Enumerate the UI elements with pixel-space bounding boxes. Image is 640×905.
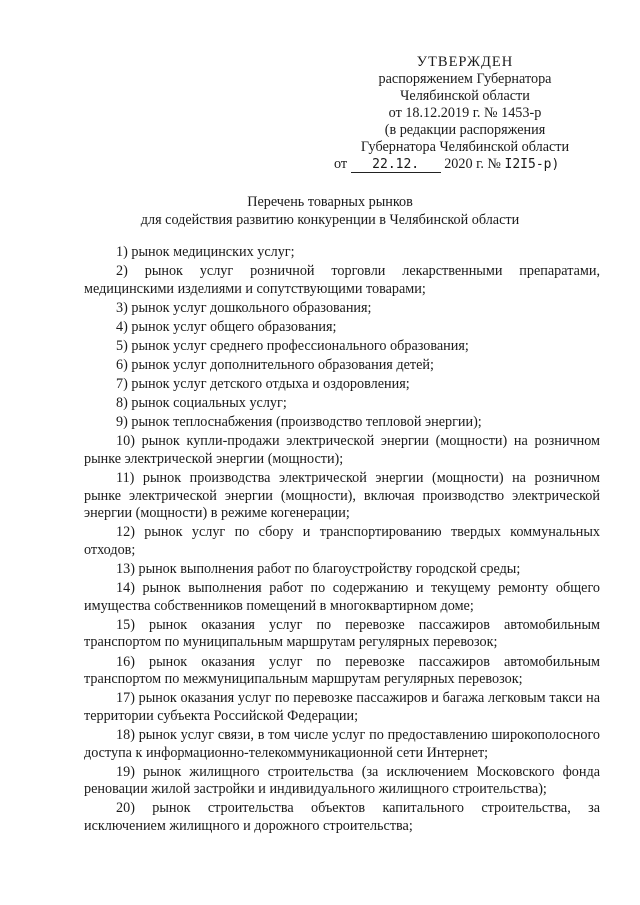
list-item-number: 1) [116, 244, 128, 260]
markets-list [84, 244, 600, 837]
list-item-text: рынок оказания услуг по перевозке пассажиров и багажа легковым такси на территории субъекта Российской Федерации; [84, 690, 601, 724]
approval-stamp-block [330, 54, 600, 173]
list-item-text: рынок теплоснабжения (производство тепловой энергии); [131, 414, 482, 431]
list-item [84, 319, 600, 337]
list-item [84, 654, 600, 689]
list-item-number: 19) [116, 763, 135, 780]
list-item-text: рынок производства электрической энергии (мощности) на розничном рынке электрической энергии (мощности), включая производство электрической энергии (мощности) в режиме когенерации; [84, 470, 600, 522]
list-item [84, 300, 600, 318]
edit-date-handwritten: 22.12. [351, 158, 441, 173]
approval-line-4: (в редакции распоряжения [384, 122, 546, 138]
list-item-text: рынок услуг общего образования; [131, 318, 337, 335]
list-item [84, 727, 600, 762]
list-item-number: 20) [116, 800, 135, 817]
list-item [84, 470, 600, 523]
list-item-number: 6) [116, 357, 128, 374]
list-item [84, 357, 600, 375]
list-item-text: рынок оказания услуг по перевозке пассажиров автомобильным транспортом по муниципальным маршрутам регулярных перевозок; [84, 616, 601, 651]
list-item-text: рынок социальных услуг; [131, 395, 287, 412]
heading-line-1: Перечень товарных рынков [247, 194, 413, 210]
list-item-number: 8) [116, 395, 128, 412]
list-item-text: рынок выполнения работ по содержанию и текущему ремонту общего имущества собственников помещений в многоквартирном доме; [84, 580, 600, 614]
list-item-text: рынок услуг связи, в том числе услуг по предоставлению широкополосного доступа к информационно-телекоммуникационной сети Интернет; [84, 726, 600, 761]
list-item-text: рынок купли-продажи электрической энергии (мощности) на розничном рынке электрической энергии (мощности); [84, 433, 601, 468]
list-item-text: рынок строительства объектов капитального строительства, за исключением жилищного и дорожного строительства; [84, 800, 600, 834]
list-item-text: рынок медицинских услуг; [131, 244, 295, 260]
list-item [84, 433, 600, 468]
list-item-text: рынок услуг дошкольного образования; [131, 299, 372, 316]
approval-title: УТВЕРЖДЕН [416, 54, 514, 70]
approval-line-2: Челябинской области [400, 88, 530, 104]
list-item-number: 12) [116, 524, 135, 541]
list-item-number: 15) [116, 616, 135, 633]
approval-line-3: от 18.12.2019 г. № 1453-р [388, 105, 542, 121]
list-item [84, 244, 600, 262]
list-item-number: 3) [116, 299, 128, 316]
edit-year: 2020 г. № [444, 156, 501, 172]
list-item [84, 580, 600, 615]
list-item-number: 11) [116, 470, 135, 487]
list-item [84, 690, 600, 725]
list-item [84, 524, 600, 559]
heading-line-2: для содействия развитию конкуренции в Челябинской области [140, 212, 520, 228]
edit-prefix: от [334, 156, 348, 172]
list-item-number: 14) [116, 580, 135, 597]
list-item-number: 5) [116, 337, 128, 354]
list-item [84, 376, 600, 394]
list-item [84, 414, 600, 432]
list-item-text: рынок услуг дополнительного образования детей; [131, 357, 434, 374]
list-item-number: 16) [116, 653, 135, 670]
list-item-text: рынок услуг среднего профессионального образования; [131, 337, 469, 354]
list-item [84, 561, 600, 579]
list-item-number: 17) [116, 690, 135, 707]
list-item-number: 18) [116, 726, 135, 743]
list-item-text: рынок услуг розничной торговли лекарственными препаратами, медицинскими изделиями и сопутствующими товарами; [84, 263, 600, 297]
list-item-text: рынок выполнения работ по благоустройству городской среды; [138, 561, 521, 578]
document-heading [60, 193, 600, 229]
list-item [84, 263, 600, 298]
list-item [84, 395, 600, 413]
list-item-text: рынок услуг детского отдыха и оздоровления; [131, 376, 410, 393]
list-item-text: рынок жилищного строительства (за исключением Московского фонда реновации жилой застройки и индивидуального жилищного строительства); [84, 763, 600, 798]
list-item-text: рынок услуг по сбору и транспортированию твердых коммунальных отходов; [84, 524, 601, 558]
approval-line-5: Губернатора Челябинской области [360, 139, 570, 155]
list-item-number: 2) [116, 263, 128, 280]
list-item-number: 9) [116, 414, 128, 431]
list-item [84, 338, 600, 356]
approval-edit-line [330, 156, 600, 173]
list-item-number: 4) [116, 318, 128, 335]
list-item-text: рынок оказания услуг по перевозке пассажиров автомобильным транспортом по межмуниципальным маршрутам регулярных перевозок; [84, 653, 601, 688]
list-item-number: 13) [116, 561, 135, 578]
edit-number-handwritten: I2I5-р) [504, 157, 560, 172]
list-item-number: 10) [116, 433, 135, 450]
list-item [84, 800, 600, 835]
list-item [84, 617, 600, 652]
approval-line-1: распоряжением Губернатора [378, 71, 552, 87]
list-item-number: 7) [116, 376, 128, 393]
list-item [84, 764, 600, 799]
